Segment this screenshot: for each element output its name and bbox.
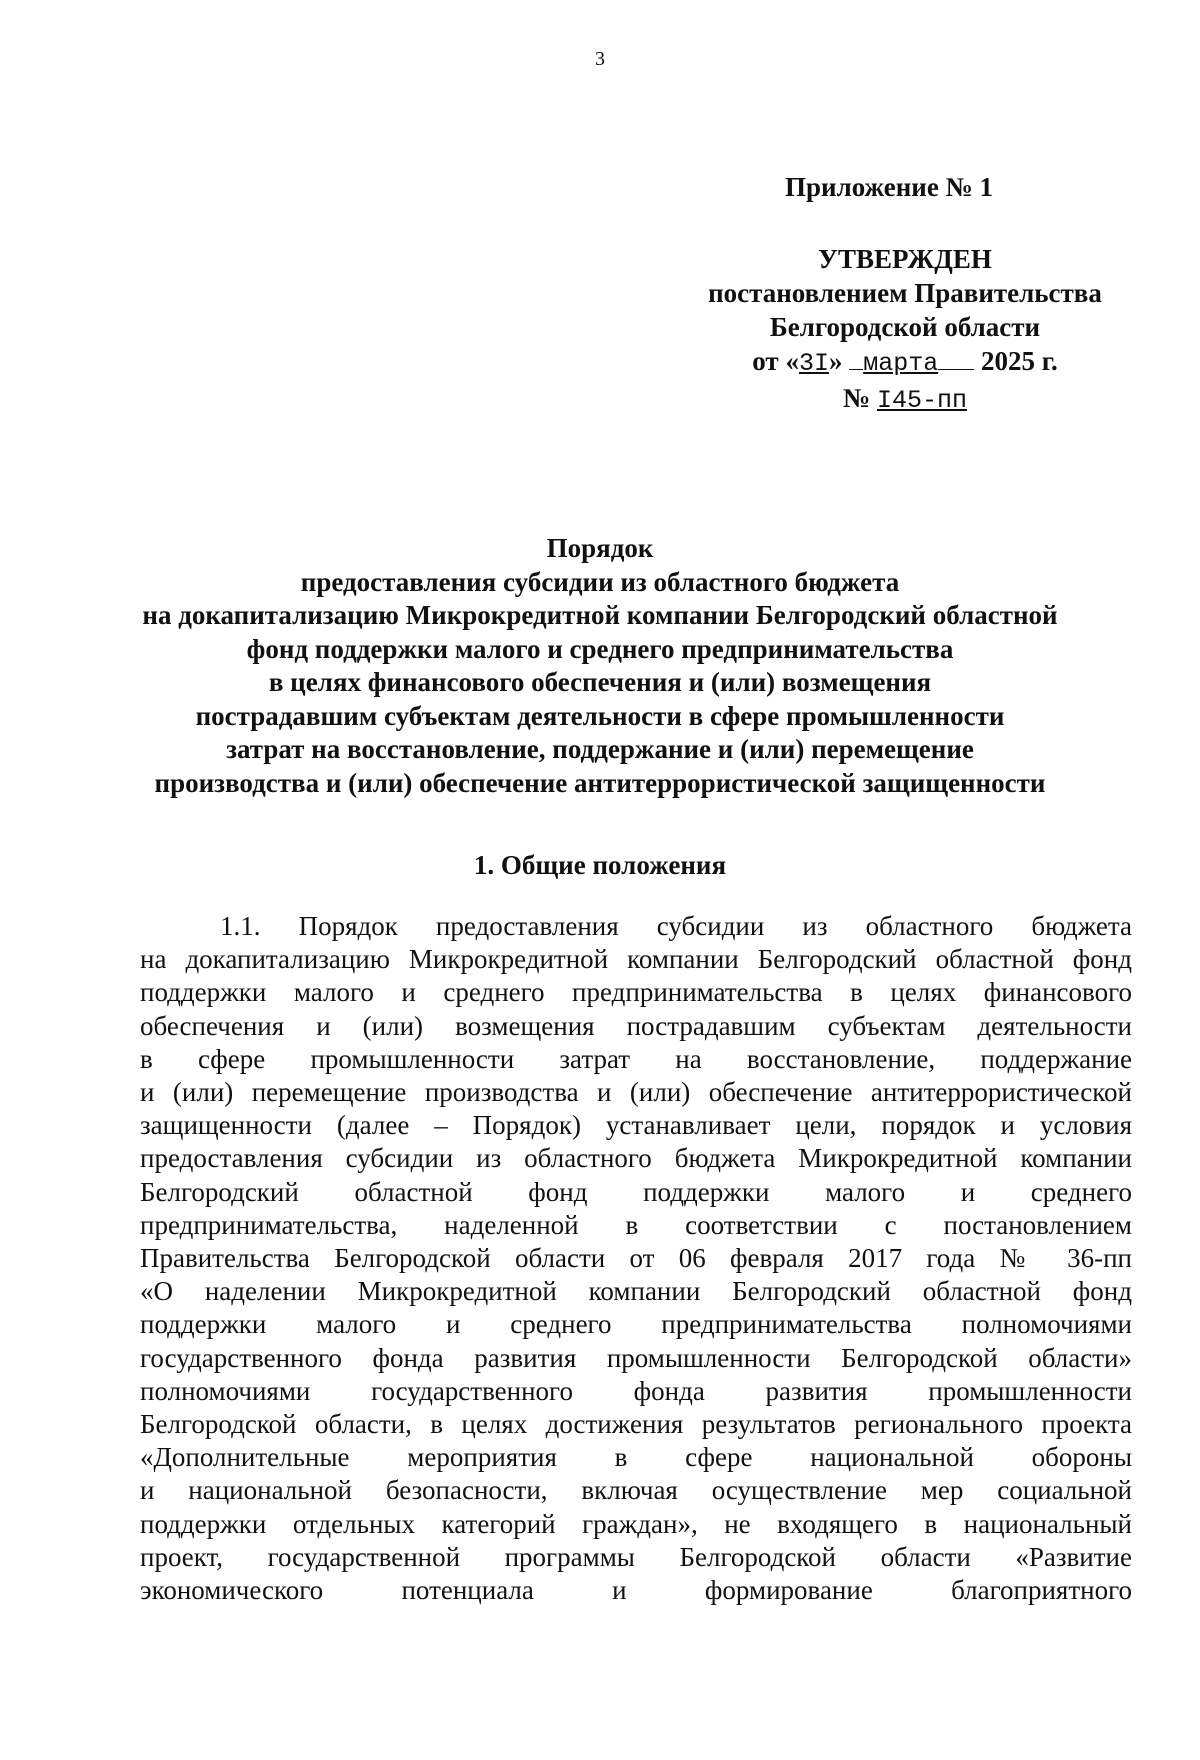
date-month: марта [863,349,939,378]
paragraph-line: Правительства Белгородской области от 06 февраля 2017 года № 36-пп [140,1243,1132,1274]
title-line: производства и (или) обеспечение антитеррористической защищенности [154,767,1046,798]
approved-label: УТВЕРЖДЕН [818,244,992,274]
decree-line: постановлением Правительства [708,278,1102,308]
title-line: пострадавшим субъектам деятельности в сфере промышленности [195,700,1005,731]
decree-number [680,381,1130,418]
paragraph-line: Белгородской области, в целях достижения результатов регионального проекта [140,1409,1132,1440]
paragraph-line: поддержки малого и среднего предпринимательства в целях финансового [140,977,1132,1008]
paragraph-line: 1.1. Порядок предоставления субсидии из областного бюджета [220,911,1132,941]
title-line: предоставления субсидии из областного бюджета [300,566,900,597]
date-year: 2025 г. [980,346,1058,376]
paragraph-line: в сфере промышленности затрат на восстановление, поддержание [140,1043,1132,1074]
paragraph-line: и (или) перемещение производства и (или) обеспечение антитеррористической [140,1077,1132,1108]
region-line: Белгородской области [769,312,1041,342]
paragraph-line: поддержки малого и среднего предпринимательства полномочиями [140,1309,1132,1340]
title-line: в целях финансового обеспечения и (или) возмещения [268,667,932,697]
paragraph-1-1 [140,910,1132,1607]
paragraph-line: обеспечения и (или) возмещения пострадавшим субъектам деятельности [140,1010,1132,1041]
title-line: затрат на восстановление, поддержание и (или) перемещение [226,734,974,764]
title-line: на докапитализацию Микрокредитной компании Белгородский областной [142,600,1058,630]
document-title [0,532,1200,800]
paragraph-line: предоставления субсидии из областного бюджета Микрокредитной компании [140,1143,1132,1174]
title-line: фонд поддержки малого и среднего предпринимательства [246,633,954,664]
title-heading: Порядок [546,533,654,563]
number-prefix: № [843,383,871,413]
section-heading: 1. Общие положения [473,850,727,880]
date-close-quote: » [828,346,843,376]
date-prefix: от « [752,346,799,376]
paragraph-line: предпринимательства, наделенной в соответствии с постановлением [140,1209,1132,1240]
number-value: I45-пп [876,386,967,415]
paragraph-line: «Дополнительные мероприятия в сфере национальной обороны [140,1442,1132,1473]
paragraph-line: защищенности (далее – Порядок) устанавливает цели, порядок и условия [140,1110,1132,1141]
page-number: 3 [595,48,605,70]
paragraph-line: на докапитализацию Микрокредитной компании Белгородский областной фонд [140,944,1132,975]
paragraph-line: и национальной безопасности, включая осуществление мер социальной [140,1475,1132,1506]
appendix-label: Приложение № 1 [785,172,993,202]
approval-stamp-block [680,170,1130,418]
paragraph-line: проект, государственной программы Белгородской области «Развитие [140,1541,1132,1572]
paragraph-line: поддержки отдельных категорий граждан», не входящего в национальный [140,1508,1132,1539]
paragraph-line: экономического потенциала и формирование благоприятного [140,1575,1132,1606]
paragraph-line: полномочиями государственного фонда развития промышленности [140,1375,1132,1406]
paragraph-line: государственного фонда развития промышленности Белгородской области» [140,1342,1132,1373]
approval-date [680,344,1130,381]
paragraph-line: «О наделении Микрокредитной компании Белгородский областной фонд [140,1276,1132,1307]
paragraph-line: Белгородский областной фонд поддержки малого и среднего [140,1176,1132,1207]
date-day: 3I [798,349,829,378]
